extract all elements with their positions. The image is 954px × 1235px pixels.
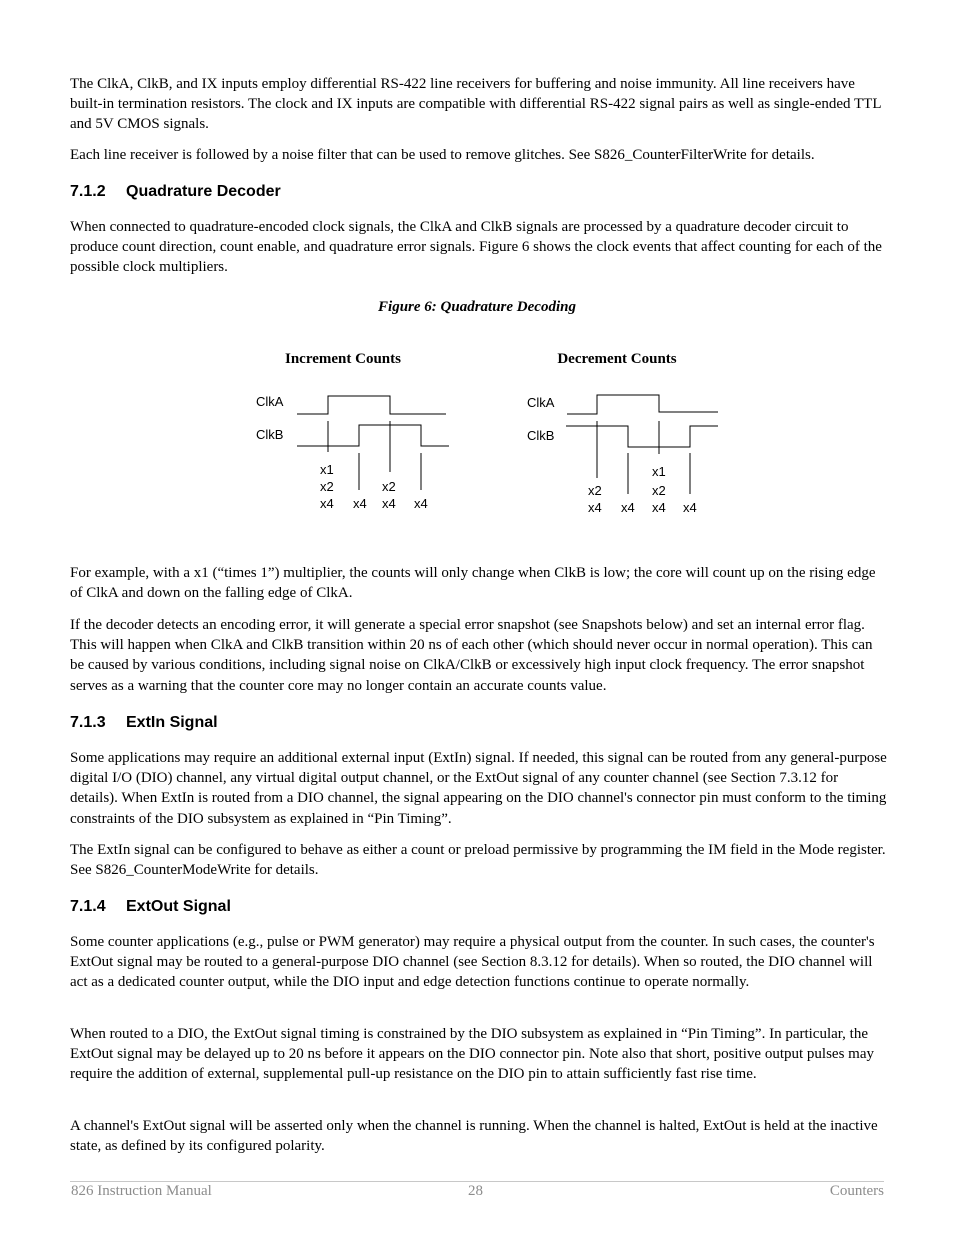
decrement-mark3-label: x1 — [652, 464, 666, 479]
heading-number: 7.1.3 — [70, 714, 106, 731]
increment-clka-waveform — [297, 396, 446, 414]
increment-mark1-label: x1 — [320, 462, 334, 477]
decrement-mark3-label: x4 — [652, 500, 666, 515]
increment-clkb-waveform — [297, 425, 449, 446]
increment-mark3-label: x4 — [382, 496, 396, 511]
increment-mark4-label: x4 — [414, 496, 428, 511]
paragraph-extout-timing: When routed to a DIO, the ExtOut signal timing is constrained by the DIO subsystem as explained in “Pin Timing”. In particular, the ExtOut signal may be delayed up to 20 ns before it appears on the DIO connector pin. Note also that short, positive output pulses may require the addition of external, supplemental pull-up resistance on the DIO pin to attain sufficiently fast rise time. — [70, 1026, 874, 1083]
footer-page-number: 28 — [468, 1183, 483, 1199]
paragraph-quadrature-intro: When connected to quadrature-encoded clock signals, the ClkA and ClkB signals are processed by a quadrature decoder circuit to produce count direction, count enable, and quadrature error signals. Figure 6 shows the clock events that affect counting for each of the possible clock multipliers. — [70, 219, 882, 276]
paragraph-x1-example: For example, with a x1 (“times 1”) multiplier, the counts will only change when ClkB is low; the core will count up on the rising edge of ClkA and down on the falling edge of ClkA. — [70, 565, 876, 602]
increment-mark3-label: x2 — [382, 479, 396, 494]
increment-mark1-label: x2 — [320, 479, 334, 494]
increment-clkb-label: ClkB — [256, 427, 284, 442]
decrement-clka-waveform — [567, 395, 718, 414]
paragraph-extin-permissive: The ExtIn signal can be configured to behave as either a count or preload permissive by programming the IM field in the Mode register. See S826_CounterModeWrite for details. — [70, 842, 886, 879]
figure-caption: Figure 6: Quadrature Decoding — [378, 299, 576, 315]
paragraph-noise-filter: Each line receiver is followed by a noise filter that can be used to remove glitches. See S826_CounterFilterWrite for details. — [70, 147, 815, 163]
increment-clka-label: ClkA — [256, 394, 284, 409]
paragraph-line-receivers: The ClkA, ClkB, and IX inputs employ differential RS-422 line receivers for buffering and noise immunity. All line receivers have built-in termination resistors. The clock and IX inputs are compatible with differential RS-422 signal pairs as well as single-ended TTL and 5V CMOS signals. — [70, 76, 881, 133]
decrement-clkb-waveform — [566, 426, 718, 447]
decrement-mark3-label: x2 — [652, 483, 666, 498]
heading-extin-signal — [70, 713, 218, 733]
decrement-clkb-label: ClkB — [527, 428, 555, 443]
increment-counts-title: Increment Counts — [285, 351, 401, 367]
heading-number: 7.1.2 — [70, 183, 106, 200]
increment-mark2-label: x4 — [353, 496, 367, 511]
paragraph-extin-routing: Some applications may require an additional external input (ExtIn) signal. If needed, this signal can be routed from any general-purpose digital I/O (DIO) channel, any virtual digital output channel, or the ExtOut signal of any counter channel (see Section 7.3.12 for details). When ExtIn is routed from a DIO channel, the signal appearing on the DIO channel's connector pin must conform to the timing constraints of the DIO subsystem as explained in “Pin Timing”. — [70, 750, 887, 827]
heading-extout-signal — [70, 897, 231, 917]
heading-number: 7.1.4 — [70, 898, 106, 915]
footer-section-name: Counters — [829, 1183, 884, 1199]
decrement-mark1-label: x4 — [588, 500, 602, 515]
decrement-mark2-label: x4 — [621, 500, 635, 515]
quadrature-decoding-diagram — [0, 0, 954, 560]
decrement-clka-label: ClkA — [527, 395, 555, 410]
decrement-mark4-label: x4 — [683, 500, 697, 515]
paragraph-extout-asserted: A channel's ExtOut signal will be asserted only when the channel is running. When the channel is halted, ExtOut is held at the inactive state, as defined by its configured polarity. — [70, 1118, 878, 1155]
paragraph-encoding-error: If the decoder detects an encoding error, it will generate a special error snapshot (see Snapshots below) and set an internal error flag. This will happen when ClkA and ClkB transition within 20 ns of each other (which should never occur in normal operation). This can be caused by various conditions, including signal noise on ClkA/ClkB or excessively high input clock frequency. The error snapshot serves as a warning that the counter core may no longer contain an accurate counts value. — [70, 617, 873, 694]
increment-mark1-label: x4 — [320, 496, 334, 511]
decrement-counts-title: Decrement Counts — [557, 351, 677, 367]
footer-manual-title: 826 Instruction Manual — [71, 1183, 212, 1199]
paragraph-extout-routing: Some counter applications (e.g., pulse or PWM generator) may require a physical output from the counter. In such cases, the counter's ExtOut signal may be routed to a general-purpose DIO channel (see Section 8.3.12 for details). When so routed, the DIO channel will act as a dedicated counter output, while the DIO input and edge detection functions continue to operate normally. — [70, 934, 875, 991]
heading-title: Quadrature Decoder — [126, 183, 281, 200]
heading-title: ExtIn Signal — [126, 714, 218, 731]
heading-title: ExtOut Signal — [126, 898, 231, 915]
decrement-mark1-label: x2 — [588, 483, 602, 498]
